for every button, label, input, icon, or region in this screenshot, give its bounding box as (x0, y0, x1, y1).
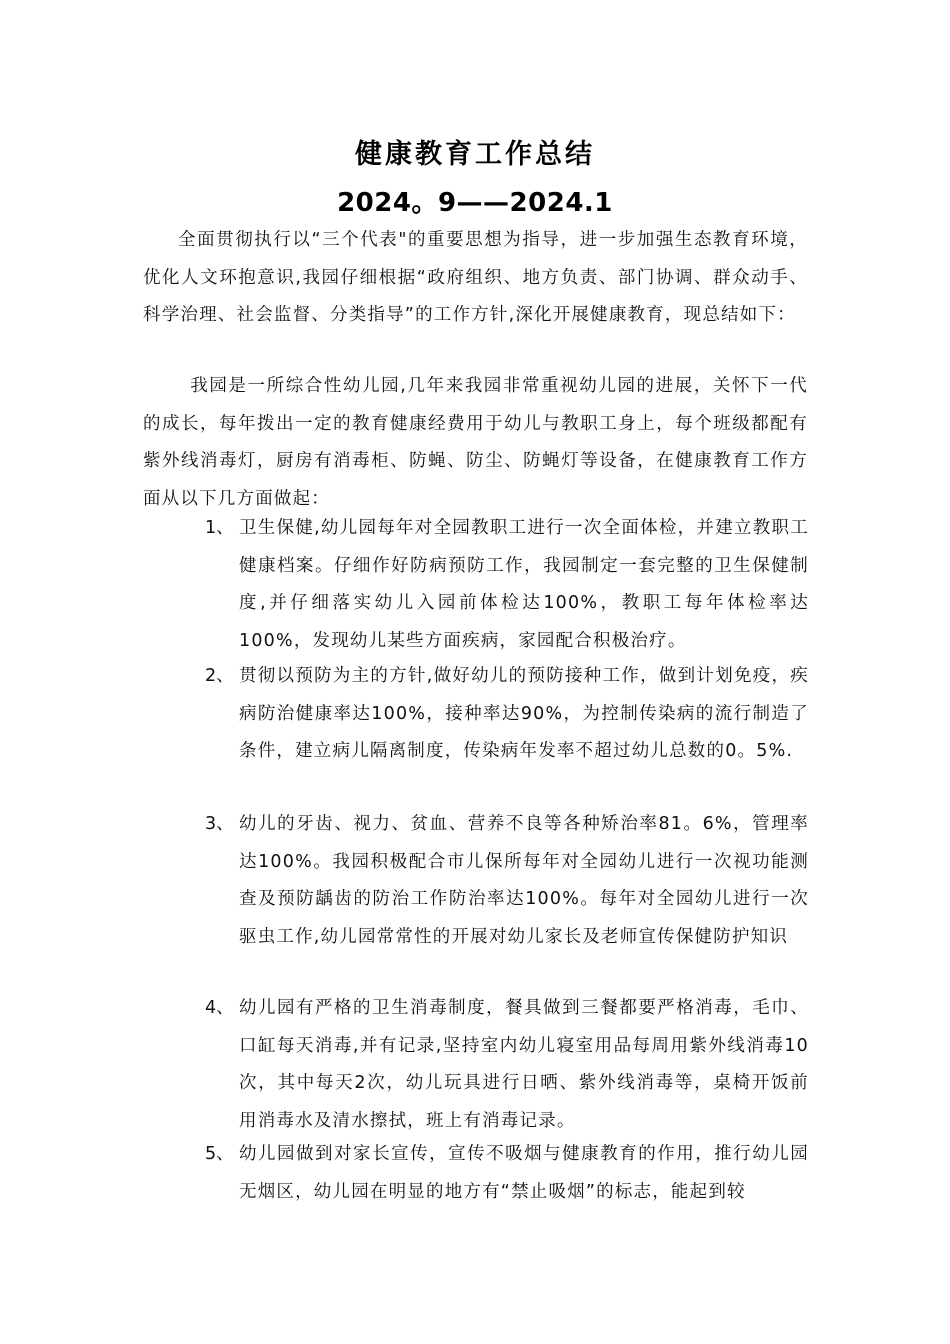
list-item (205, 806, 810, 956)
intro-paragraph: 全面贯彻执行以“三个代表"的重要思想为指导，进一步加强生态教育环境，优化人文环抱意识,我园仔细根据“政府组织、地方负责、部门协调、群众动手、科学治理、社会监督、分类指导”的工作方针,深化开展健康教育，现总结如下： (143, 230, 808, 325)
list-item-number: 3、 (205, 814, 234, 834)
list-item (205, 990, 810, 1140)
background-paragraph: 我园是一所综合性幼儿园,几年来我园非常重视幼儿园的进展，关怀下一代的成长，每年拨出一定的教育健康经费用于幼儿与教职工身上，每个班级都配有紫外线消毒灯，厨房有消毒柜、防蝇、防尘、防蝇灯等设备，在健康教育工作方面从以下几方面做起： (143, 376, 808, 509)
list-item (205, 658, 810, 771)
list-item-number: 2、 (205, 666, 234, 686)
list-item-text: 卫生保健,幼儿园每年对全园教职工进行一次全面体检，并建立教职工健康档案。仔细作好防病预防工作，我园制定一套完整的卫生保健制度,并仔细落实幼儿入园前体检达100%，教职工每年体检率达100%，发现幼儿某些方面疾病，家园配合积极治疗。 (239, 518, 809, 651)
list-item-text: 幼儿园做到对家长宣传，宣传不吸烟与健康教育的作用，推行幼儿园无烟区，幼儿园在明显的地方有“禁止吸烟”的标志，能起到较 (239, 1144, 809, 1202)
list-item-number: 4、 (205, 998, 234, 1018)
list-item-text: 贯彻以预防为主的方针,做好幼儿的预防接种工作，做到计划免疫，疾病防治健康率达100%，接种率达90%，为控制传染病的流行制造了条件，建立病儿隔离制度，传染病年发率不超过幼儿总数的0。5%. (239, 666, 809, 761)
list-item-number: 1、 (205, 518, 234, 538)
document-date-range: 2024。9——2024.1 (337, 188, 613, 218)
list-item-text: 幼儿的牙齿、视力、贫血、营养不良等各种矫治率81。6%，管理率达100%。我园积极配合市儿保所每年对全园幼儿进行一次视功能测查及预防龋齿的防治工作防治率达100%。每年对全园幼儿进行一次驱虫工作,幼儿园常常性的开展对幼儿家长及老师宣传保健防护知识 (239, 814, 809, 947)
list-item-number: 5、 (205, 1144, 234, 1164)
list-item (205, 510, 810, 660)
list-item (205, 1136, 810, 1211)
list-item-text: 幼儿园有严格的卫生消毒制度，餐具做到三餐都要严格消毒，毛巾、口缸每天消毒,并有记录,坚持室内幼儿寝室用品每周用紫外线消毒10次，其中每天2次，幼儿玩具进行日晒、紫外线消毒等，桌椅开饭前用消毒水及清水擦拭，班上有消毒记录。 (239, 998, 809, 1131)
document-title: 健康教育工作总结 (355, 139, 595, 170)
